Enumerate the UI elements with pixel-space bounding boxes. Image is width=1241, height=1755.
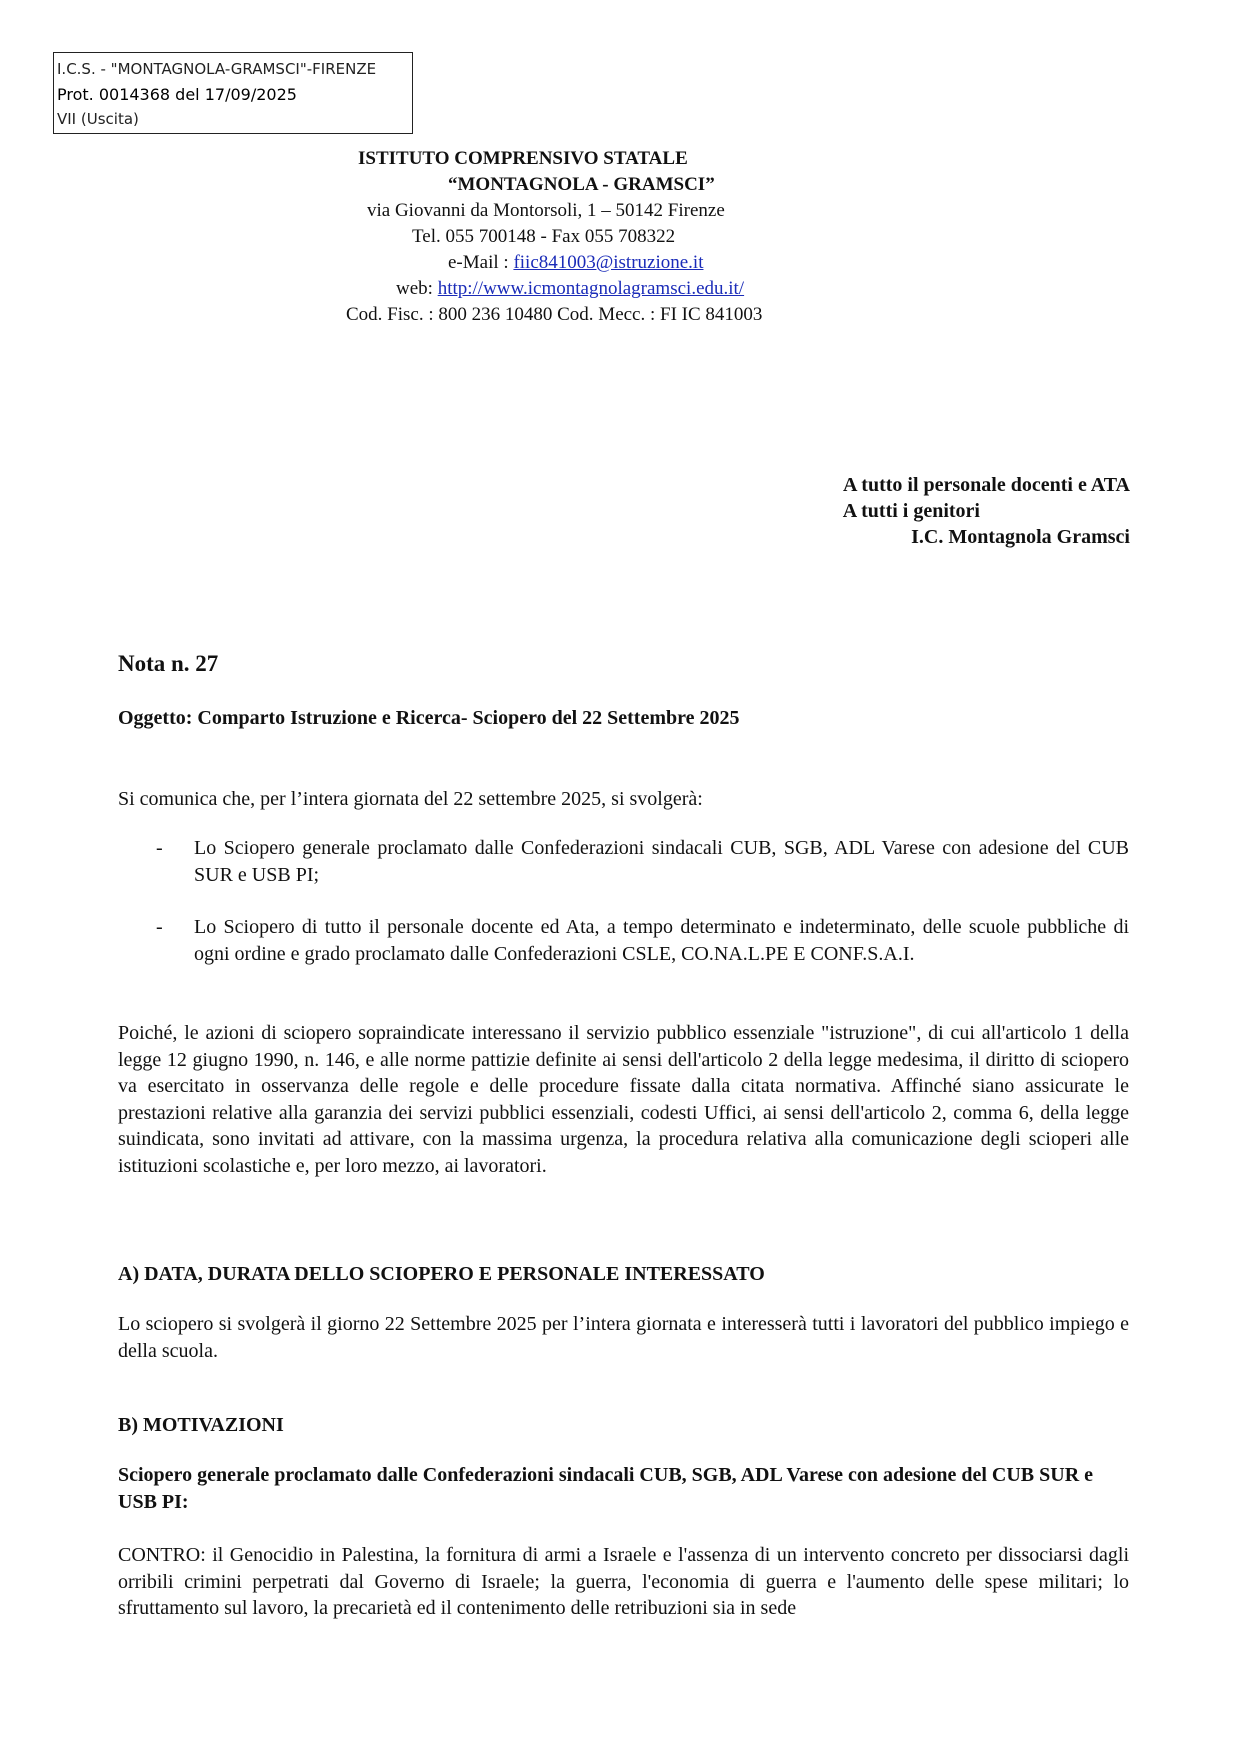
school-email-line [448,250,703,276]
list-item-text: Lo Sciopero di tutto il personale docente ed Ata, a tempo determinato e indeterminato, delle scuole pubbliche di ogni ordine e grado proclamato dalle Confederazioni CSLE, CO.NA.L.PE E CONF.S.A.I. [194,916,1129,965]
section-b-subheading: Sciopero generale proclamato dalle Confederazioni sindacali CUB, SGB, ADL Varese con adesione del CUB SUR e USB PI: [118,1464,1094,1513]
legal-paragraph: Poiché, le azioni di sciopero sopraindicate interessano il servizio pubblico essenziale "istruzione", di cui all'articolo 1 della legge 12 giugno 1990, n. 146, e alle norme pattizie definite ai sensi dell'articolo 2 della legge medesima, il diritto di sciopero va esercitato in osservanza delle regole e delle procedure fissate dalla citata normativa. Affinché siano assicurate le prestazioni relative alla garanzia dei servizi pubblici essenziali, codesti Uffici, ai sensi dell'articolo 2, comma 6, della legge suindicata, sono invitati ad attivare, con la massima urgenza, la procedura relativa alla comunicazione degli scioperi alle istituzioni scolastiche e, per loro mezzo, ai lavoratori. [118,1022,1129,1177]
stamp-direction: VII (Uscita) [57,110,139,128]
recipients [843,472,1130,550]
recipient-parents: A tutti i genitori [842,500,980,522]
section-b-text: CONTRO: il Genocidio in Palestina, la fornitura di armi a Israele e l'assenza di un intervento concreto per dissociarsi dagli orribili crimini perpetrati dal Governo di Israele; la guerra, l'economia di guerra e l'aumento delle spese militari; lo sfruttamento sul lavoro, la precarietà ed il contenimento delle retribuzioni sia in sede [118,1544,1129,1619]
school-web-line [396,276,744,302]
recipient-staff: A tutto il personale docenti e ATA [842,474,1130,496]
recipient-institute: I.C. Montagnola Gramsci [911,526,1130,548]
school-name: “MONTAGNOLA - GRAMSCI” [448,174,715,195]
note-number: Nota n. 27 [118,651,219,676]
section-b-heading: B) MOTIVAZIONI [118,1414,284,1436]
list-dash: - [156,916,163,938]
list-dash: - [156,837,163,859]
list-item [118,914,1129,967]
email-label: e-Mail : [448,252,514,273]
section-a-text: Lo sciopero si svolgerà il giorno 22 Settembre 2025 per l’intera giornata e interesserà tutti i lavoratori del pubblico impiego e della scuola. [118,1313,1129,1362]
section-a-heading: A) DATA, DURATA DELLO SCIOPERO E PERSONALE INTERESSATO [118,1263,765,1285]
list-item [118,835,1129,888]
school-type: ISTITUTO COMPRENSIVO STATALE [358,148,688,169]
school-phone: Tel. 055 700148 - Fax 055 708322 [412,226,676,247]
list-item-text: Lo Sciopero generale proclamato dalle Confederazioni sindacali CUB, SGB, ADL Varese con adesione del CUB SUR e USB PI; [194,837,1129,886]
subject-line: Oggetto: Comparto Istruzione e Ricerca- Sciopero del 22 Settembre 2025 [118,707,740,729]
intro-paragraph: Si comunica che, per l’intera giornata del 22 settembre 2025, si svolgerà: [118,788,703,810]
protocol-stamp [53,52,413,134]
school-address: via Giovanni da Montorsoli, 1 – 50142 Firenze [367,200,725,221]
web-link[interactable]: http://www.icmontagnolagramsci.edu.it/ [437,278,745,299]
web-label: web: [396,278,438,299]
stamp-school: I.C.S. - "MONTAGNOLA-GRAMSCI"-FIRENZE [57,60,377,78]
school-codes: Cod. Fisc. : 800 236 10480 Cod. Mecc. : FI IC 841003 [346,304,763,325]
email-link[interactable]: fiic841003@istruzione.it [513,252,704,273]
stamp-protocol-number: Prot. 0014368 del 17/09/2025 [57,85,297,104]
